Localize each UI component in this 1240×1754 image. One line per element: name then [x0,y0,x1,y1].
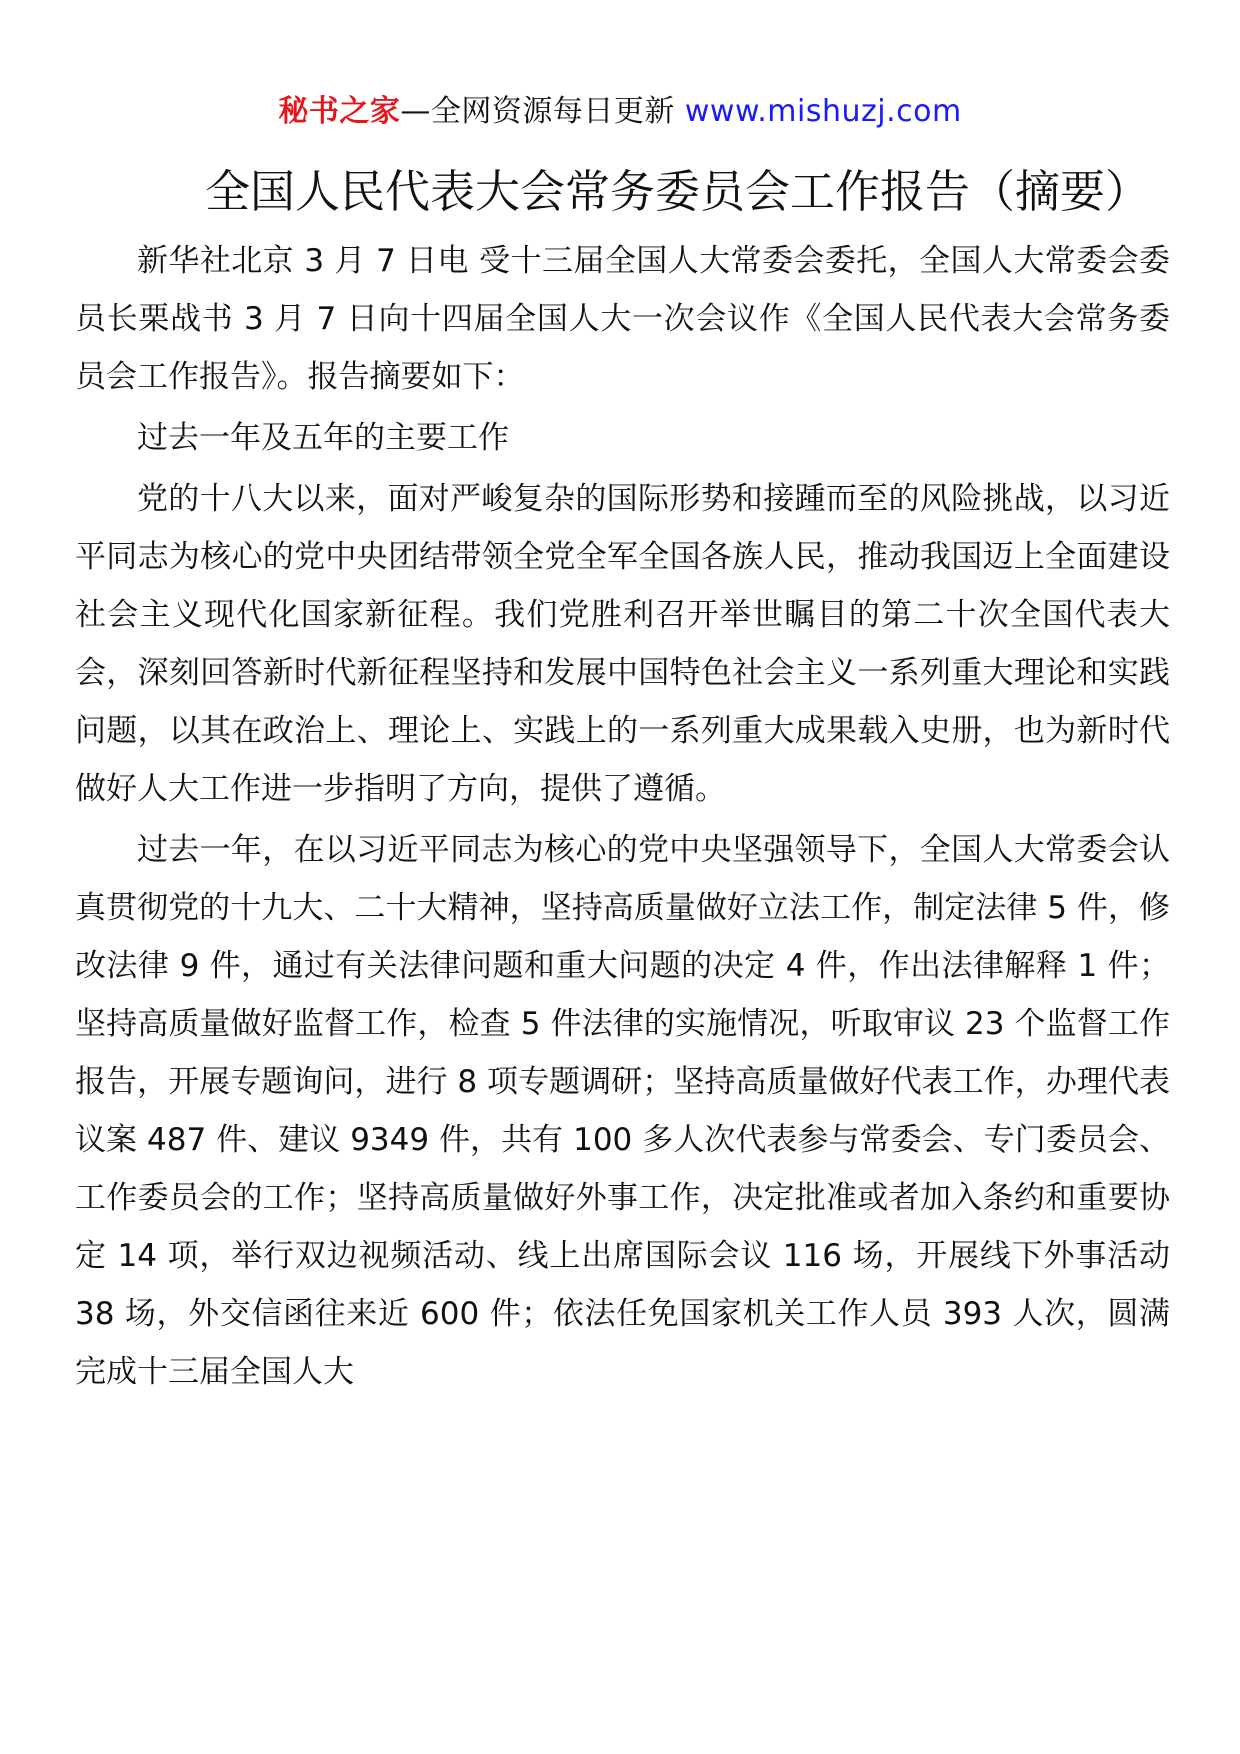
site-url-link[interactable]: www.mishuzj.com [684,94,962,129]
paragraph-background: 党的十八大以来，面对严峻复杂的国际形势和接踵而至的风险挑战，以习近平同志为核心的党中央团结带领全党全军全国各族人民，推动我国迈上全面建设社会主义现代化国家新征程。我们党胜利召开举世瞩目的第二十次全国代表大会，深刻回答新时代新征程坚持和发展中国特色社会主义一系列重大理论和实践问题，以其在政治上、理论上、实践上的一系列重大成果载入史册，也为新时代做好人大工作进一步指明了方向，提供了遵循。 [75,481,1170,807]
site-tagline: —全网资源每日更新 [400,94,685,129]
site-brand: 秘书之家 [278,94,401,129]
site-header [0,92,1240,132]
section-heading: 过去一年及五年的主要工作 [137,420,509,456]
document-body [75,232,1170,1401]
paragraph-past-year: 过去一年，在以习近平同志为核心的党中央坚强领导下，全国人大常委会认真贯彻党的十九大、二十大精神，坚持高质量做好立法工作，制定法律 5 件，修改法律 9 件，通过有关法律问题和重大问题的决定 4 件，作出法律解释 1 件；坚持高质量做好监督工作，检查 5 件法律的实施情况，听取审议 23 个监督工作报告，开展专题询问，进行 8 项专题调研；坚持高质量做好代表工作，办理代表议案 487 件、建议 9349 件，共有 100 多人次代表参与常委会、专门委员会、工作委员会的工作；坚持高质量做好外事工作，决定批准或者加入条约和重要协定 14 项，举行双边视频活动、线上出席国际会议 116 场，开展线下外事活动 38 场，外交信函往来近 600 件；依法任免国家机关工作人员 393 人次，圆满完成十三届全国人大 [75,832,1170,1390]
document-title: 全国人民代表大会常务委员会工作报告（摘要） [205,165,1151,218]
paragraph-intro: 新华社北京 3 月 7 日电 受十三届全国人大常委会委托，全国人大常委会委员长栗战书 3 月 7 日向十四届全国人大一次会议作《全国人民代表大会常务委员会工作报告》。报告摘要如下： [75,243,1170,395]
